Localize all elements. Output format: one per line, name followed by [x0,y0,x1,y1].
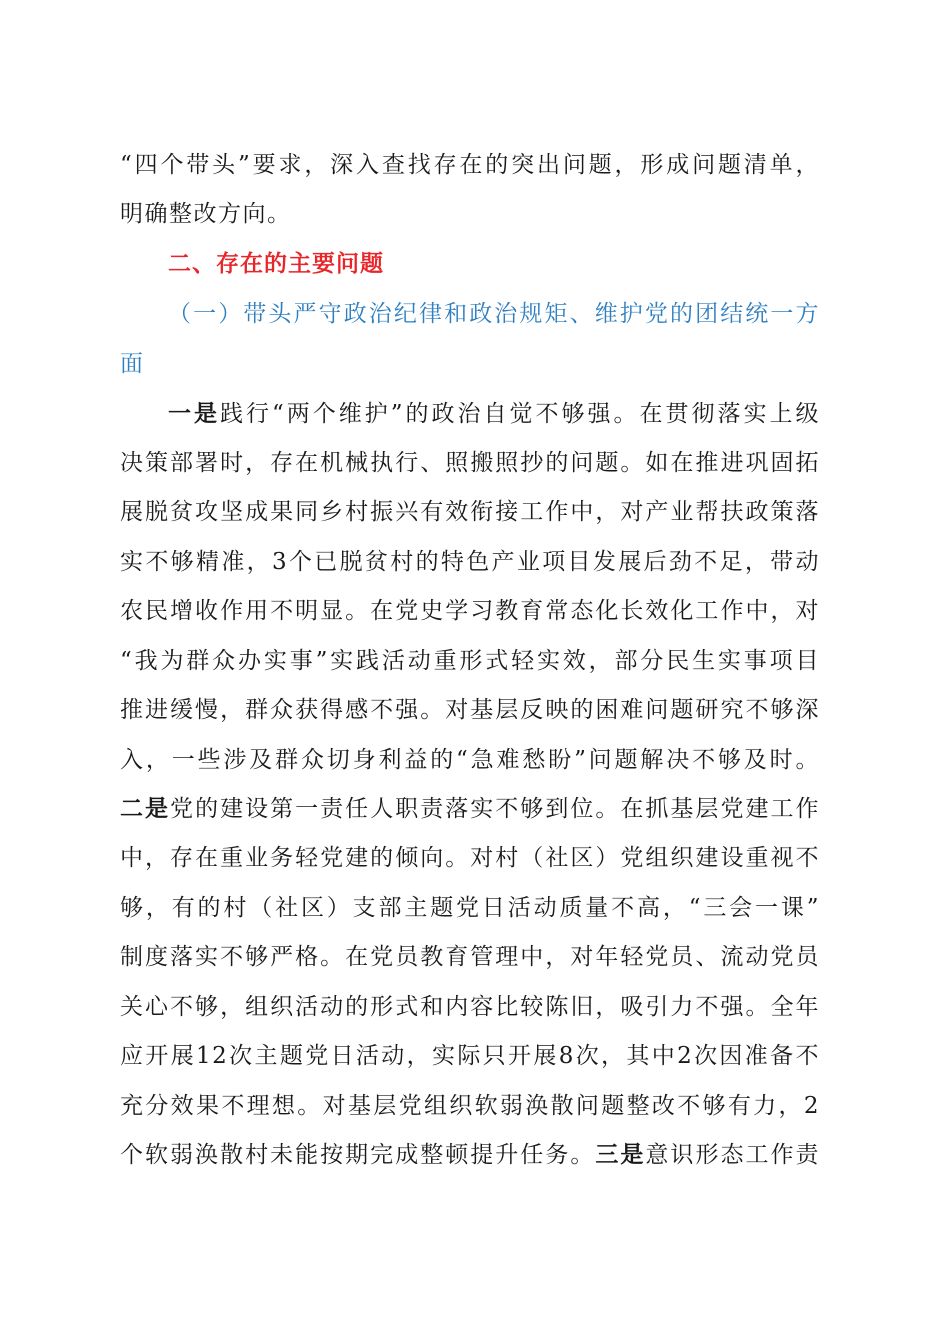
subsection-heading-line-1: （一）带头严守政治纪律和政治规矩、维护党的团结统一方 [168,301,820,327]
body-line-3: 展脱贫攻坚成果同乡村振兴有效衔接工作中，对产业帮扶政策落 [120,499,820,525]
body-line-16-text-a: 个软弱涣散村未能按期完成整顿提升任务。 [120,1142,596,1168]
body-line-6: “我为群众办实事”实践活动重形式轻实效，部分民生实事项目 [120,648,820,674]
body-line-12: 制度落实不够严格。在党员教育管理中，对年轻党员、流动党员 [120,944,820,970]
body-line-13: 关心不够，组织活动的形式和内容比较陈旧，吸引力不强。全年 [120,994,820,1020]
body-line-2: 决策部署时，存在机械执行、照搬照抄的问题。如在推进巩固拓 [120,450,820,476]
point-one-lead: 一是 [168,401,220,427]
body-line-10: 中，存在重业务轻党建的倾向。对村（社区）党组织建设重视不 [120,845,820,871]
subsection-heading-line-2: 面 [120,351,145,377]
body-line-8: 入，一些涉及群众切身利益的“急难愁盼”问题解决不够及时。 [120,747,820,773]
section-heading: 二、存在的主要问题 [168,251,384,277]
body-line-1 [168,399,820,429]
body-line-14: 应开展12次主题党日活动，实际只开展8次，其中2次因准备不 [120,1043,820,1069]
point-two-lead: 二是 [120,796,171,822]
body-line-16 [120,1140,820,1170]
body-line-4: 实不够精准，3个已脱贫村的特色产业项目发展后劲不足，带动 [120,549,820,575]
body-line-5: 农民增收作用不明显。在党史学习教育常态化长效化工作中，对 [120,598,820,624]
point-three-lead: 三是 [595,1142,646,1168]
body-line-9 [120,794,820,824]
body-line-7: 推进缓慢，群众获得感不强。对基层反映的困难问题研究不够深 [120,697,820,723]
body-line-16-text-b: 意识形态工作责 [645,1142,821,1168]
body-line-1-text: 践行“两个维护”的政治自觉不够强。在贯彻落实上级 [220,401,820,427]
body-line-11: 够，有的村（社区）支部主题党日活动质量不高，“三会一课” [120,895,820,921]
body-line-15: 充分效果不理想。对基层党组织软弱涣散问题整改不够有力，2 [120,1093,820,1119]
intro-line-1: “四个带头”要求，深入查找存在的突出问题，形成问题清单， [120,152,820,178]
intro-line-2: 明确整改方向。 [120,201,292,227]
body-line-9-text: 党的建设第一责任人职责落实不够到位。在抓基层党建工作 [170,796,821,822]
